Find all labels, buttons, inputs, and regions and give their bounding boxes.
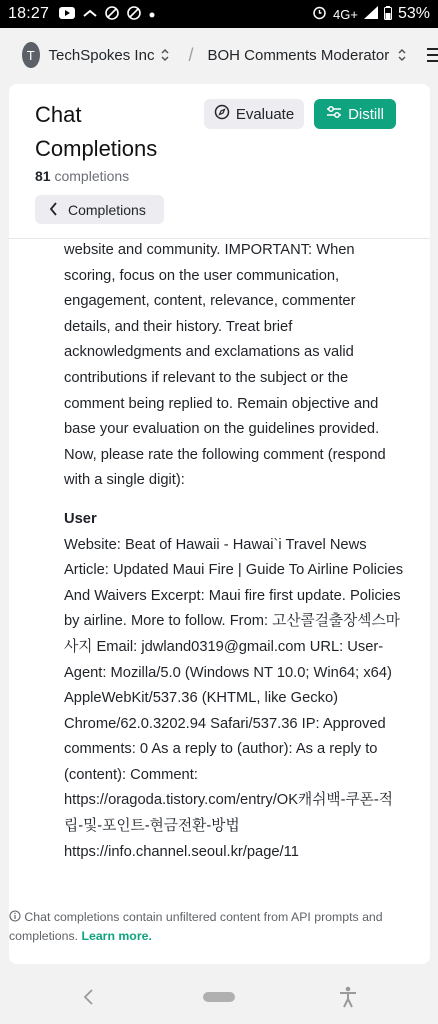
hamburger-menu-icon[interactable] xyxy=(427,48,438,62)
sliders-icon xyxy=(326,105,342,123)
card-header xyxy=(9,84,430,239)
battery-icon xyxy=(384,6,392,23)
signal-strength-icon xyxy=(364,6,378,22)
project-chevron-updown-icon[interactable] xyxy=(397,48,407,62)
learn-more-link[interactable]: Learn more. xyxy=(81,929,152,943)
blocked-circle-icon xyxy=(105,6,119,23)
user-role-label: User xyxy=(64,510,97,527)
breadcrumb-separator: / xyxy=(188,44,194,65)
back-label: Completions xyxy=(68,201,146,218)
user-message-text: Website: Beat of Hawaii - Hawai`i Travel News Article: Updated Maui Fire | Guide To Airline Policies And Waivers Excerpt: Maui fire first update. Policies by airline. More to follow. From: 고산콜걸출장섹스마사지 Email: jdwland0319@gmail.com URL: User-Agent: Mozilla/5.0 (Windows NT 10.0; Win64; x64) AppleWebKit/537.36 (KHTML, like Gecko) Chrome/62.0.3202.94 Safari/537.36 IP: Approved comments: 0 As a reply to (author): As a reply to (content): Comment: https://oragoda.tistory.com/entry/OK캐쉬백-쿠폰-적립-및-포인트-현금전환-방법 https://info.channel.seoul.kr/page/11 xyxy=(64,536,404,860)
chevron-left-icon xyxy=(49,201,58,219)
distill-button[interactable] xyxy=(314,99,396,129)
completions-card xyxy=(9,84,430,964)
org-chevron-updown-icon[interactable] xyxy=(160,48,170,62)
youtube-icon xyxy=(59,7,75,22)
compass-icon xyxy=(214,104,230,124)
nav-back-icon[interactable] xyxy=(82,986,94,1012)
completion-count xyxy=(35,168,129,184)
signal-arrow-icon xyxy=(83,7,97,21)
back-to-completions-button[interactable] xyxy=(35,195,164,224)
system-message-text: website and community. IMPORTANT: When scoring, focus on the user communication, engagement, content, relevance, commenter details, and their history. Treat brief acknowledgments and exclamations as valid contributions if relevant to the subject or the comment being replied to. Remain objective and base your evaluation on the guidelines provided. Now, please rate the following comment (respond with a single digit): xyxy=(64,242,386,489)
info-icon xyxy=(9,910,24,924)
evaluate-button[interactable] xyxy=(204,99,304,129)
unfiltered-content-notice xyxy=(9,908,414,946)
project-switcher[interactable]: BOH Comments Moderator xyxy=(207,46,390,64)
distill-label: Distill xyxy=(348,105,384,123)
page-title: Chat Completions xyxy=(35,102,158,161)
notification-dot-icon xyxy=(149,7,155,21)
org-avatar[interactable]: T xyxy=(22,42,40,68)
nav-home-pill[interactable] xyxy=(203,992,235,1002)
battery-percent: 53% xyxy=(397,5,430,22)
evaluate-label: Evaluate xyxy=(235,105,295,123)
status-time: 18:27 xyxy=(8,5,50,22)
message-content xyxy=(64,238,404,865)
system-navigation-bar xyxy=(0,974,438,1024)
blocked-circle-icon-2 xyxy=(127,6,141,23)
status-bar xyxy=(0,0,438,28)
alarm-icon xyxy=(312,5,327,23)
completion-count-number: 81 xyxy=(35,168,51,184)
network-type: 4G+ xyxy=(333,6,358,22)
app-bar xyxy=(0,28,438,82)
accessibility-icon[interactable] xyxy=(338,986,358,1013)
completion-count-suffix: completions xyxy=(54,168,130,184)
notice-text: Chat completions contain unfiltered content from API prompts and completions. xyxy=(9,910,383,943)
org-switcher[interactable]: TechSpokes Inc xyxy=(48,46,155,64)
